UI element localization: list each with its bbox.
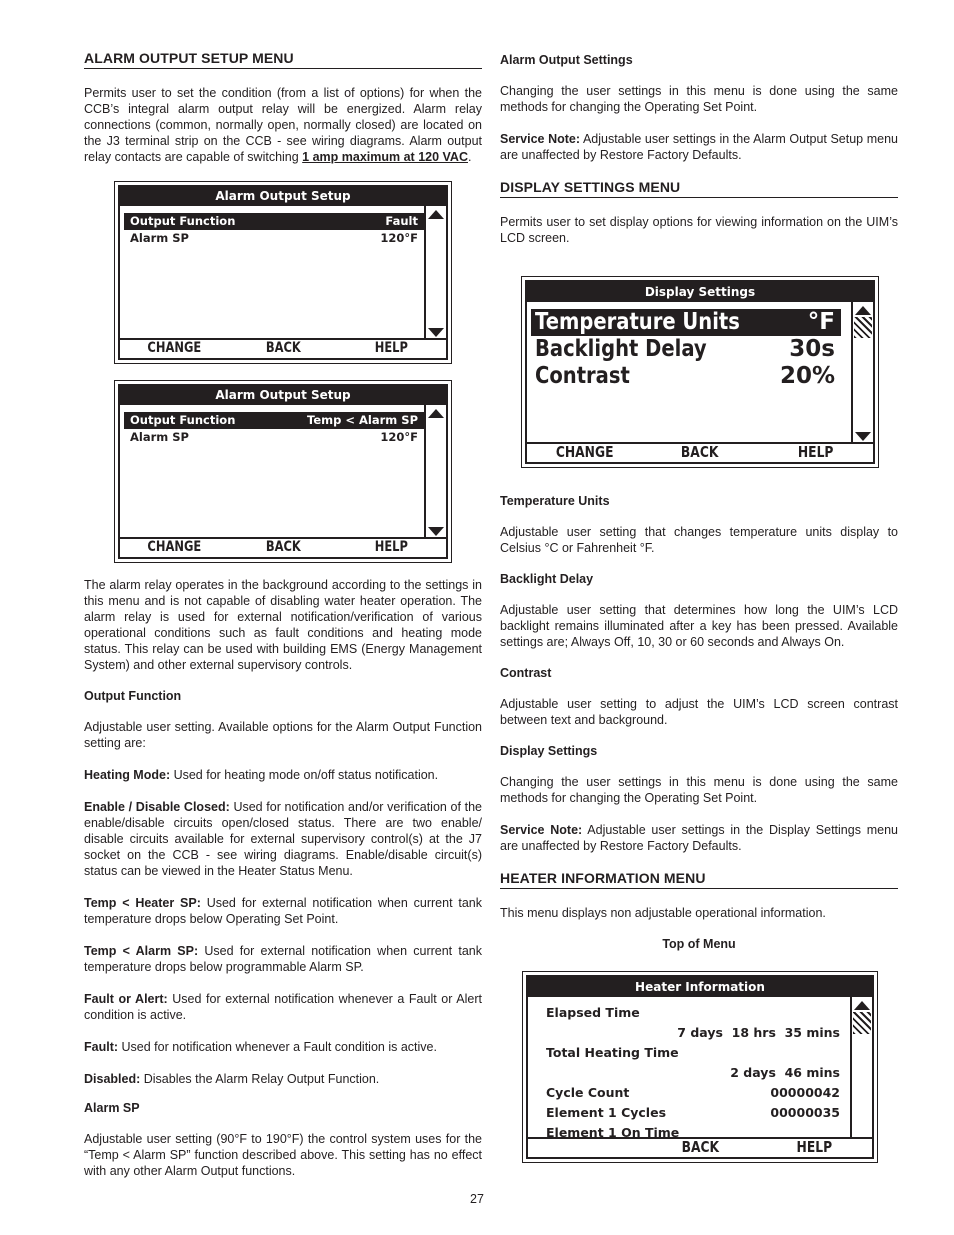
page-number: 27: [470, 1192, 484, 1206]
softkey-bar: [527, 442, 873, 462]
screen-title: Alarm Output Setup: [120, 386, 446, 405]
help-button[interactable]: HELP: [375, 539, 409, 555]
total-heating-time-label: Total Heating Time: [546, 1045, 679, 1060]
help-button[interactable]: HELP: [375, 340, 409, 356]
softkey-bar: [120, 537, 446, 557]
contrast-heading: Contrast: [500, 666, 552, 680]
empty-softkey: [538, 1139, 632, 1157]
alarm-output-setup-screen-temp: [114, 380, 452, 563]
heater-information-menu-heading: HEATER INFORMATION MENU: [500, 870, 898, 889]
change-button[interactable]: CHANGE: [147, 539, 202, 555]
element-1-on-time-label: Element 1 On Time: [546, 1125, 680, 1140]
back-button[interactable]: BACK: [265, 340, 301, 356]
output-function-heading: Output Function: [84, 689, 182, 703]
alarm-output-setup-heading: ALARM OUTPUT SETUP MENU: [84, 50, 482, 69]
change-button[interactable]: CHANGE: [555, 443, 614, 461]
scrollbar[interactable]: [850, 997, 872, 1139]
option-disabled: Disabled: Disables the Alarm Relay Output Function.: [84, 1072, 380, 1086]
option-fault: Fault: Used for notification whenever a Fault condition is active.: [84, 1040, 437, 1054]
setting-row-alarm-sp[interactable]: Alarm SP 120°F: [130, 231, 418, 245]
alarm-output-settings-text: Changing the user settings in this menu is done using the same methods for changing the Operating Set Point.: [500, 84, 898, 114]
back-button[interactable]: BACK: [265, 539, 301, 555]
setting-row-output-function[interactable]: Output Function Temp < Alarm SP: [124, 412, 424, 429]
contrast-text: Adjustable user setting to adjust the UIM’s LCD screen contrast between text and background.: [500, 697, 898, 727]
heater-information-intro: This menu displays non adjustable operational information.: [500, 906, 826, 920]
option-temp-heater-sp: Temp < Heater SP: Used for external notification when current tank temperature drops below Operating Set Point.: [84, 896, 482, 926]
setting-row-temperature-units[interactable]: Temperature Units °F: [531, 309, 841, 336]
softkey-bar: [528, 1137, 872, 1157]
scrollbar[interactable]: [424, 206, 446, 340]
backlight-delay-heading: Backlight Delay: [500, 572, 594, 586]
back-button[interactable]: BACK: [681, 1138, 719, 1156]
alarm-relay-description: The alarm relay operates in the background according to the settings in this menu and is not capable of disabling water heater operation. The alarm relay is used for external notification/verification of various operational conditions such as fault conditions and heating mode status. This relay can be used with building EMS (Energy Management System) and other external supervisory controls.: [84, 578, 482, 672]
alarm-output-intro: Permits user to set the condition (from a list of options) for when the CCB’s integral alarm output relay will be energized. Alarm relay connections (common, normally open, normally closed) are located on the J3 terminal strip on the CCB - see wiring diagrams. Alarm output relay contacts are capable of switching 1 amp maximum at 120 VAC.: [84, 86, 482, 164]
setting-row-contrast[interactable]: Contrast 20%: [535, 363, 835, 389]
service-note-alarm: Service Note: Adjustable user settings in the Alarm Output Setup menu are unaffected by Restore Factory Defaults.: [500, 132, 898, 162]
heater-information-screen: [522, 971, 878, 1163]
scroll-up-arrow-icon[interactable]: [854, 1001, 870, 1010]
scroll-up-arrow-icon[interactable]: [428, 210, 444, 219]
option-heating-mode: Heating Mode: Used for heating mode on/off status notification.: [84, 768, 439, 782]
temperature-units-heading: Temperature Units: [500, 494, 610, 508]
softkey-bar: [120, 338, 446, 358]
back-button[interactable]: BACK: [681, 443, 719, 461]
total-heating-time-value: 2 days 46 mins: [730, 1065, 840, 1080]
scroll-down-arrow-icon[interactable]: [855, 432, 871, 441]
display-settings-text: Changing the user settings in this menu is done using the same methods for changing the Operating Set Point.: [500, 775, 898, 805]
scroll-thumb[interactable]: [853, 1012, 871, 1034]
option-enable-disable: Enable / Disable Closed: Used for notification and/or verification of the enable/disable circuits open/closed status. There are two enable/ disable circuits available for external supervisory control(s) at the J7 socket on the CCB - see wiring diagrams. Enable/disable circuit(s) status can be viewed in the Heater Status Menu.: [84, 800, 482, 878]
display-settings-menu-heading: DISPLAY SETTINGS MENU: [500, 179, 898, 198]
screen-title: Display Settings: [527, 282, 873, 302]
alarm-output-settings-heading: Alarm Output Settings: [500, 53, 633, 67]
right-column: [500, 53, 898, 1163]
screen-title: Alarm Output Setup: [120, 187, 446, 206]
help-button[interactable]: HELP: [797, 443, 834, 461]
backlight-delay-text: Adjustable user setting that determines how long the UIM’s LCD backlight remains illuminated after a key has been pressed. Available settings are; Always Off, 10, 30 or 60 seconds and Always On.: [500, 603, 898, 649]
display-settings-intro: Permits user to set display options for viewing information on the UIM’s LCD screen.: [500, 215, 898, 245]
relay-rating: 1 amp maximum at 120 VAC: [302, 150, 468, 164]
setting-row-output-function[interactable]: Output Function Fault: [124, 213, 424, 230]
service-note-display: Service Note: Adjustable user settings in the Display Settings menu are unaffected by Restore Factory Defaults.: [500, 823, 898, 853]
output-function-text: Adjustable user setting. Available options for the Alarm Output Function setting are:: [84, 720, 482, 750]
setting-row-alarm-sp[interactable]: Alarm SP 120°F: [130, 430, 418, 444]
elapsed-time-label: Elapsed Time: [546, 1005, 640, 1020]
setting-row-backlight-delay[interactable]: Backlight Delay 30s: [535, 336, 835, 362]
option-fault-or-alert: Fault or Alert: Used for external notification whenever a Fault or Alert condition is active.: [84, 992, 482, 1022]
option-temp-alarm-sp: Temp < Alarm SP: Used for external notification when current tank temperature drops below programmable Alarm SP.: [84, 944, 482, 974]
screen-title: Heater Information: [528, 977, 872, 997]
scroll-thumb[interactable]: [854, 317, 872, 338]
elapsed-time-value: 7 days 18 hrs 35 mins: [677, 1025, 840, 1040]
temperature-units-text: Adjustable user setting that changes temperature units display to Celsius °C or Fahrenheit °F.: [500, 525, 898, 555]
left-column: [84, 50, 482, 1195]
scrollbar[interactable]: [424, 405, 446, 539]
element-1-cycles-row: Element 1 Cycles 00000035: [546, 1105, 840, 1120]
display-settings-heading: Display Settings: [500, 744, 598, 758]
display-settings-screen: [521, 276, 879, 468]
scroll-down-arrow-icon[interactable]: [428, 527, 444, 536]
alarm-sp-text: Adjustable user setting (90°F to 190°F) the control system uses for the “Temp < Alarm SP” function described above. This setting has no effect with any other Alarm Output functions.: [84, 1132, 482, 1178]
alarm-sp-heading: Alarm SP: [84, 1101, 140, 1115]
scrollbar[interactable]: [851, 302, 873, 444]
scroll-up-arrow-icon[interactable]: [428, 409, 444, 418]
help-button[interactable]: HELP: [796, 1138, 833, 1156]
top-of-menu-label: Top of Menu: [662, 937, 736, 951]
alarm-output-setup-screen-fault: [114, 181, 452, 364]
scroll-down-arrow-icon[interactable]: [428, 328, 444, 337]
scroll-up-arrow-icon[interactable]: [855, 306, 871, 315]
cycle-count-row: Cycle Count 00000042: [546, 1085, 840, 1100]
change-button[interactable]: CHANGE: [147, 340, 202, 356]
